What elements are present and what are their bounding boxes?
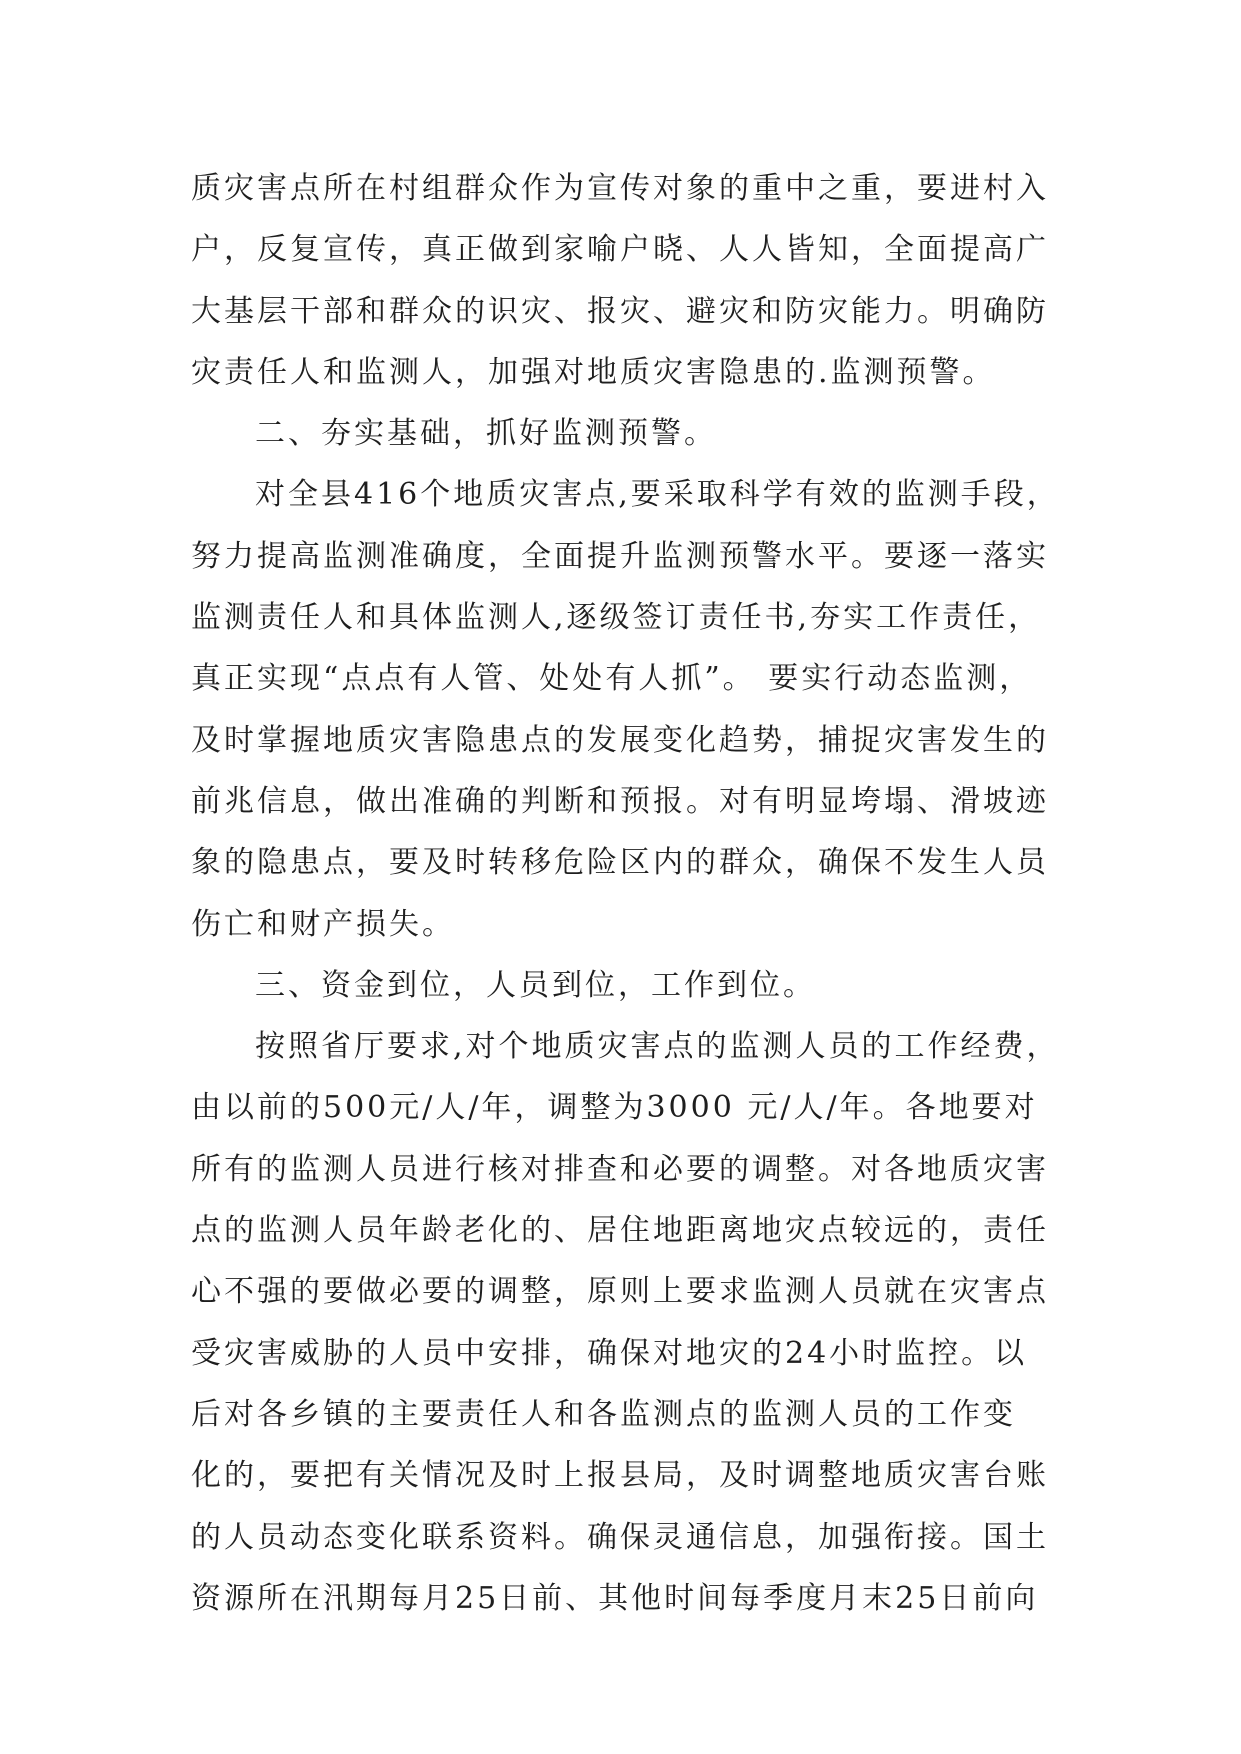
section-heading: 三、资金到位，人员到位，工作到位。 (255, 967, 816, 1003)
text-line: 后对各乡镇的主要责任人和各监测点的监测人员的工作变 (191, 1396, 1016, 1432)
text-line: 受灾害威胁的人员中安排，确保对地灾的24小时监控。以 (191, 1335, 1028, 1371)
section-heading: 二、夯实基础，抓好监测预警。 (255, 416, 717, 452)
text-line: 化的，要把有关情况及时上报县局，及时调整地质灾害台账 (191, 1458, 1049, 1494)
text-line: 对全县416个地质灾害点,要采取科学有效的监测手段， (255, 477, 1060, 513)
text-line: 灾责任人和监测人，加强对地质灾害隐患的.监测预警。 (191, 354, 996, 390)
text-line: 质灾害点所在村组群众作为宣传对象的重中之重，要进村入 (191, 171, 1049, 206)
text-line: 及时掌握地质灾害隐患点的发展变化趋势，捕捉灾害发生的 (191, 722, 1049, 758)
text-line: 监测责任人和具体监测人,逐级签订责任书,夯实工作责任， (191, 600, 1042, 636)
text-line: 努力提高监测准确度，全面提升监测预警水平。要逐一落实 (191, 538, 1049, 574)
text-line: 伤亡和财产损失。 (191, 906, 455, 942)
text-line: 象的隐患点，要及时转移危险区内的群众，确保不发生人员 (191, 845, 1049, 881)
text-line: 的人员动态变化联系资料。确保灵通信息，加强衔接。国土 (191, 1519, 1049, 1555)
text-line: 点的监测人员年龄老化的、居住地距离地灾点较远的，责任 (191, 1213, 1049, 1249)
text-line: 由以前的500元/人/年，调整为3000 元/人/年。各地要对 (191, 1090, 1038, 1126)
text-line: 户，反复宣传，真正做到家喻户晓、人人皆知，全面提高广 (191, 232, 1049, 268)
text-line: 前兆信息，做出准确的判断和预报。对有明显垮塌、滑坡迹 (191, 783, 1049, 819)
text-line: 资源所在汛期每月25日前、其他时间每季度月末25日前向 (191, 1580, 1039, 1616)
text-line: 大基层干部和群众的识灾、报灾、避灾和防灾能力。明确防 (191, 293, 1049, 329)
text-line: 心不强的要做必要的调整，原则上要求监测人员就在灾害点 (191, 1274, 1049, 1310)
text-line: 所有的监测人员进行核对排查和必要的调整。对各地质灾害 (191, 1151, 1049, 1187)
body-text (191, 158, 1061, 1629)
text-line: 按照省厅要求,对个地质灾害点的监测人员的工作经费， (255, 1029, 1060, 1065)
text-line: 真正实现“点点有人管、处处有人抓”。 要实行动态监测， (191, 661, 1033, 697)
